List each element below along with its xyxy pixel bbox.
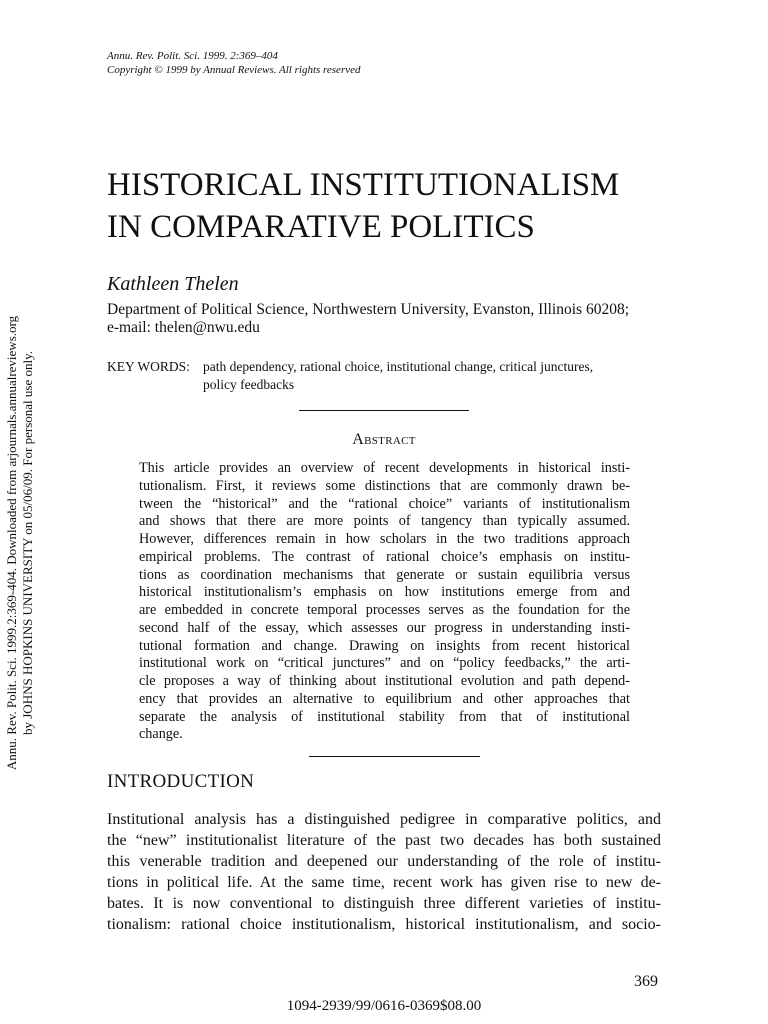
abstract-line: tutionalism. First, it reviews some distinctions that are commonly drawn be-	[139, 477, 630, 494]
keywords-list	[203, 358, 633, 394]
keywords-label: KEY WORDS:	[107, 359, 190, 374]
introduction-line: tionalism: rational choice institutionalism, historical institutionalism, and socio-	[107, 916, 661, 933]
keywords-line-1: path dependency, rational choice, institutional change, critical junctures,	[203, 359, 594, 374]
journal-citation: Annu. Rev. Polit. Sci. 1999. 2:369–404	[107, 50, 278, 62]
abstract-line: second half of the essay, which assesses our progress in understanding insti-	[139, 619, 630, 636]
title-line-2: IN COMPARATIVE POLITICS	[107, 209, 535, 245]
abstract-heading: Abstract	[352, 431, 416, 448]
abstract-line: tutional formation and change. Drawing on insights from recent historical	[139, 637, 630, 654]
introduction-line: tions in political life. At the same time, recent work has given rise to new de-	[107, 874, 661, 891]
abstract-line: and shows that there are more points of tangency than typically assumed.	[139, 513, 630, 530]
download-notice	[4, 293, 36, 793]
introduction-line: this venerable tradition and deepened our understanding of the role of institu-	[107, 853, 661, 870]
affiliation-email: e-mail: thelen@nwu.edu	[107, 319, 260, 336]
introduction-body	[107, 809, 661, 935]
download-notice-line-2: by JOHNS HOPKINS UNIVERSITY on 05/06/09. For personal use only.	[20, 351, 35, 735]
article-title	[107, 164, 619, 248]
page-number: 369	[634, 973, 658, 990]
abstract-bottom-rule	[309, 756, 480, 757]
section-heading-introduction: INTRODUCTION	[107, 771, 255, 792]
introduction-line: the “new” institutionalist literature of the past two decades has both sustained	[107, 832, 661, 849]
author-affiliation	[107, 301, 629, 337]
introduction-line: Institutional analysis has a distinguished pedigree in comparative politics, and	[107, 811, 661, 828]
abstract-line: are embedded in concrete temporal processes serves as the foundation for the	[139, 602, 630, 618]
abstract-body	[139, 460, 630, 744]
abstract-line: change.	[139, 726, 183, 743]
author-name: Kathleen Thelen	[107, 273, 239, 295]
abstract-line: empirical problems. The contrast of rational choice’s emphasis on institu-	[139, 548, 630, 565]
abstract-line: cle proposes a way of thinking about institutional evolution and path depend-	[139, 673, 630, 689]
abstract-line: separate the analysis of institutional stability from that of institutional	[139, 708, 630, 725]
abstract-line: tween the “historical” and the “rational choice” variants of institutionalism	[139, 495, 630, 512]
abstract-line: This article provides an overview of recent developments in historical insti-	[139, 460, 630, 476]
keywords-line-2: policy feedbacks	[203, 377, 295, 392]
abstract-line: institutional work on “critical junctures” and on “policy feedbacks,” the arti-	[139, 655, 630, 672]
abstract-line: ency that provides an alternative to equilibrium and other approaches that	[139, 690, 630, 707]
copyright-notice: Copyright © 1999 by Annual Reviews. All rights reserved	[107, 64, 361, 76]
abstract-top-rule	[299, 410, 469, 411]
abstract-line: tions as coordination mechanisms that generate or sustain equilibria versus	[139, 566, 630, 583]
abstract-line: historical institutionalism’s emphasis on how institutions emerge from and	[139, 584, 630, 601]
abstract-line: However, differences remain in how scholars in the two traditions approach	[139, 531, 630, 547]
download-notice-line-1: Annu. Rev. Polit. Sci. 1999.2:369-404. Downloaded from arjournals.annualreviews.org	[4, 315, 19, 771]
affiliation-line-1: Department of Political Science, Northwestern University, Evanston, Illinois 60208;	[107, 301, 630, 318]
introduction-line: bates. It is now conventional to distinguish three different varieties of institu-	[107, 895, 661, 912]
footer-code: 1094-2939/99/0616-0369$08.00	[286, 998, 482, 1014]
title-line-1: HISTORICAL INSTITUTIONALISM	[107, 167, 620, 203]
